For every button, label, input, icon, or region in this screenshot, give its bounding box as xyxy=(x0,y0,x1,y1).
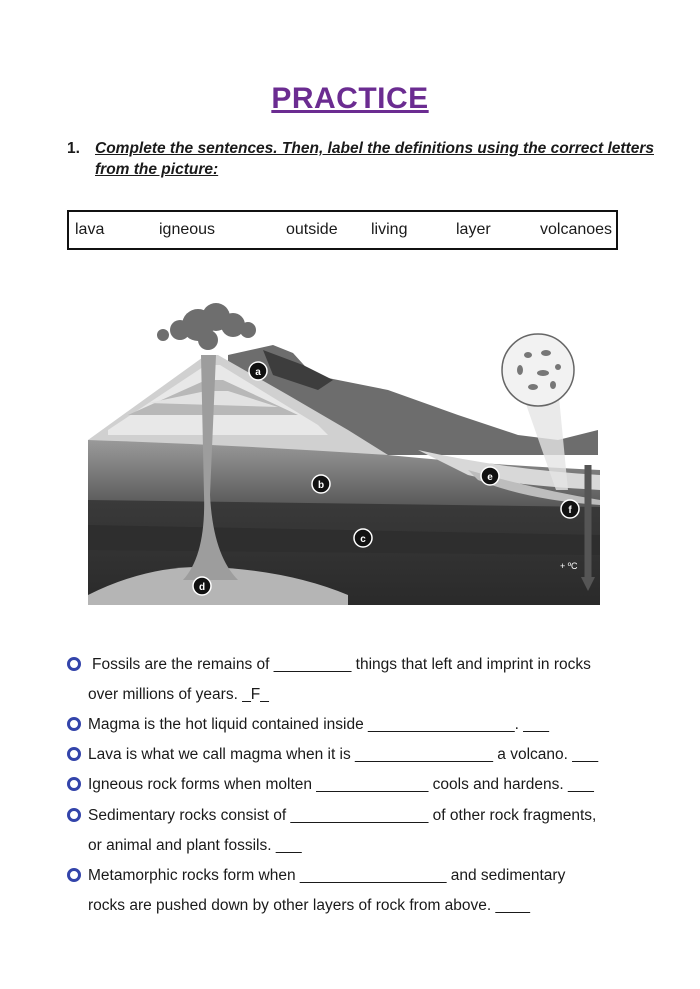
label-f: f xyxy=(568,505,572,516)
volcano-cross-section xyxy=(88,295,600,605)
label-c: c xyxy=(360,534,366,545)
bullet-circle xyxy=(67,657,81,671)
word-bank xyxy=(67,210,618,250)
bullet-circle xyxy=(67,747,81,761)
sentence-line: rocks are pushed down by other layers of rock from above. ____ xyxy=(88,897,530,914)
word-bank-item: living xyxy=(371,221,408,238)
word-bank-item: igneous xyxy=(159,221,216,238)
sentence-line: or animal and plant fossils. ___ xyxy=(88,837,302,854)
label-a: a xyxy=(255,367,261,378)
fossil-magnifier xyxy=(502,334,574,406)
instruction-text: Complete the sentences. Then, label the definitions using the correct letters from the picture: xyxy=(95,140,654,178)
sentence-line: Lava is what we call magma when it is ________________ a volcano. ___ xyxy=(88,746,599,763)
sentence-line: over millions of years. _F_ xyxy=(88,686,269,703)
instruction-number: 1. xyxy=(67,140,80,157)
sentence-line: Sedimentary rocks consist of ________________ of other rock fragments, xyxy=(88,807,597,824)
word-bank-item: layer xyxy=(456,221,491,238)
temperature-label: + ºC xyxy=(560,561,578,571)
label-b: b xyxy=(317,480,325,491)
page-title: PRACTICE xyxy=(271,82,429,115)
word-bank-item: lava xyxy=(75,221,105,238)
bullet-circle xyxy=(67,868,81,882)
label-e: e xyxy=(487,472,493,483)
label-d: d xyxy=(198,582,206,593)
word-bank-item: volcanoes xyxy=(540,221,613,238)
sentence-line: Metamorphic rocks form when _________________ and sedimentary xyxy=(88,867,566,884)
bullet-circle xyxy=(67,808,81,822)
bullet-circle xyxy=(67,717,81,731)
bullet-circle xyxy=(67,777,81,791)
sentence-line: Igneous rock forms when molten _____________ cools and hardens. ___ xyxy=(88,776,594,793)
sentence-line: Fossils are the remains of _________ things that left and imprint in rocks xyxy=(92,656,591,673)
word-bank-item: outside xyxy=(286,221,338,238)
sentence-line: Magma is the hot liquid contained inside _________________. ___ xyxy=(88,716,550,733)
